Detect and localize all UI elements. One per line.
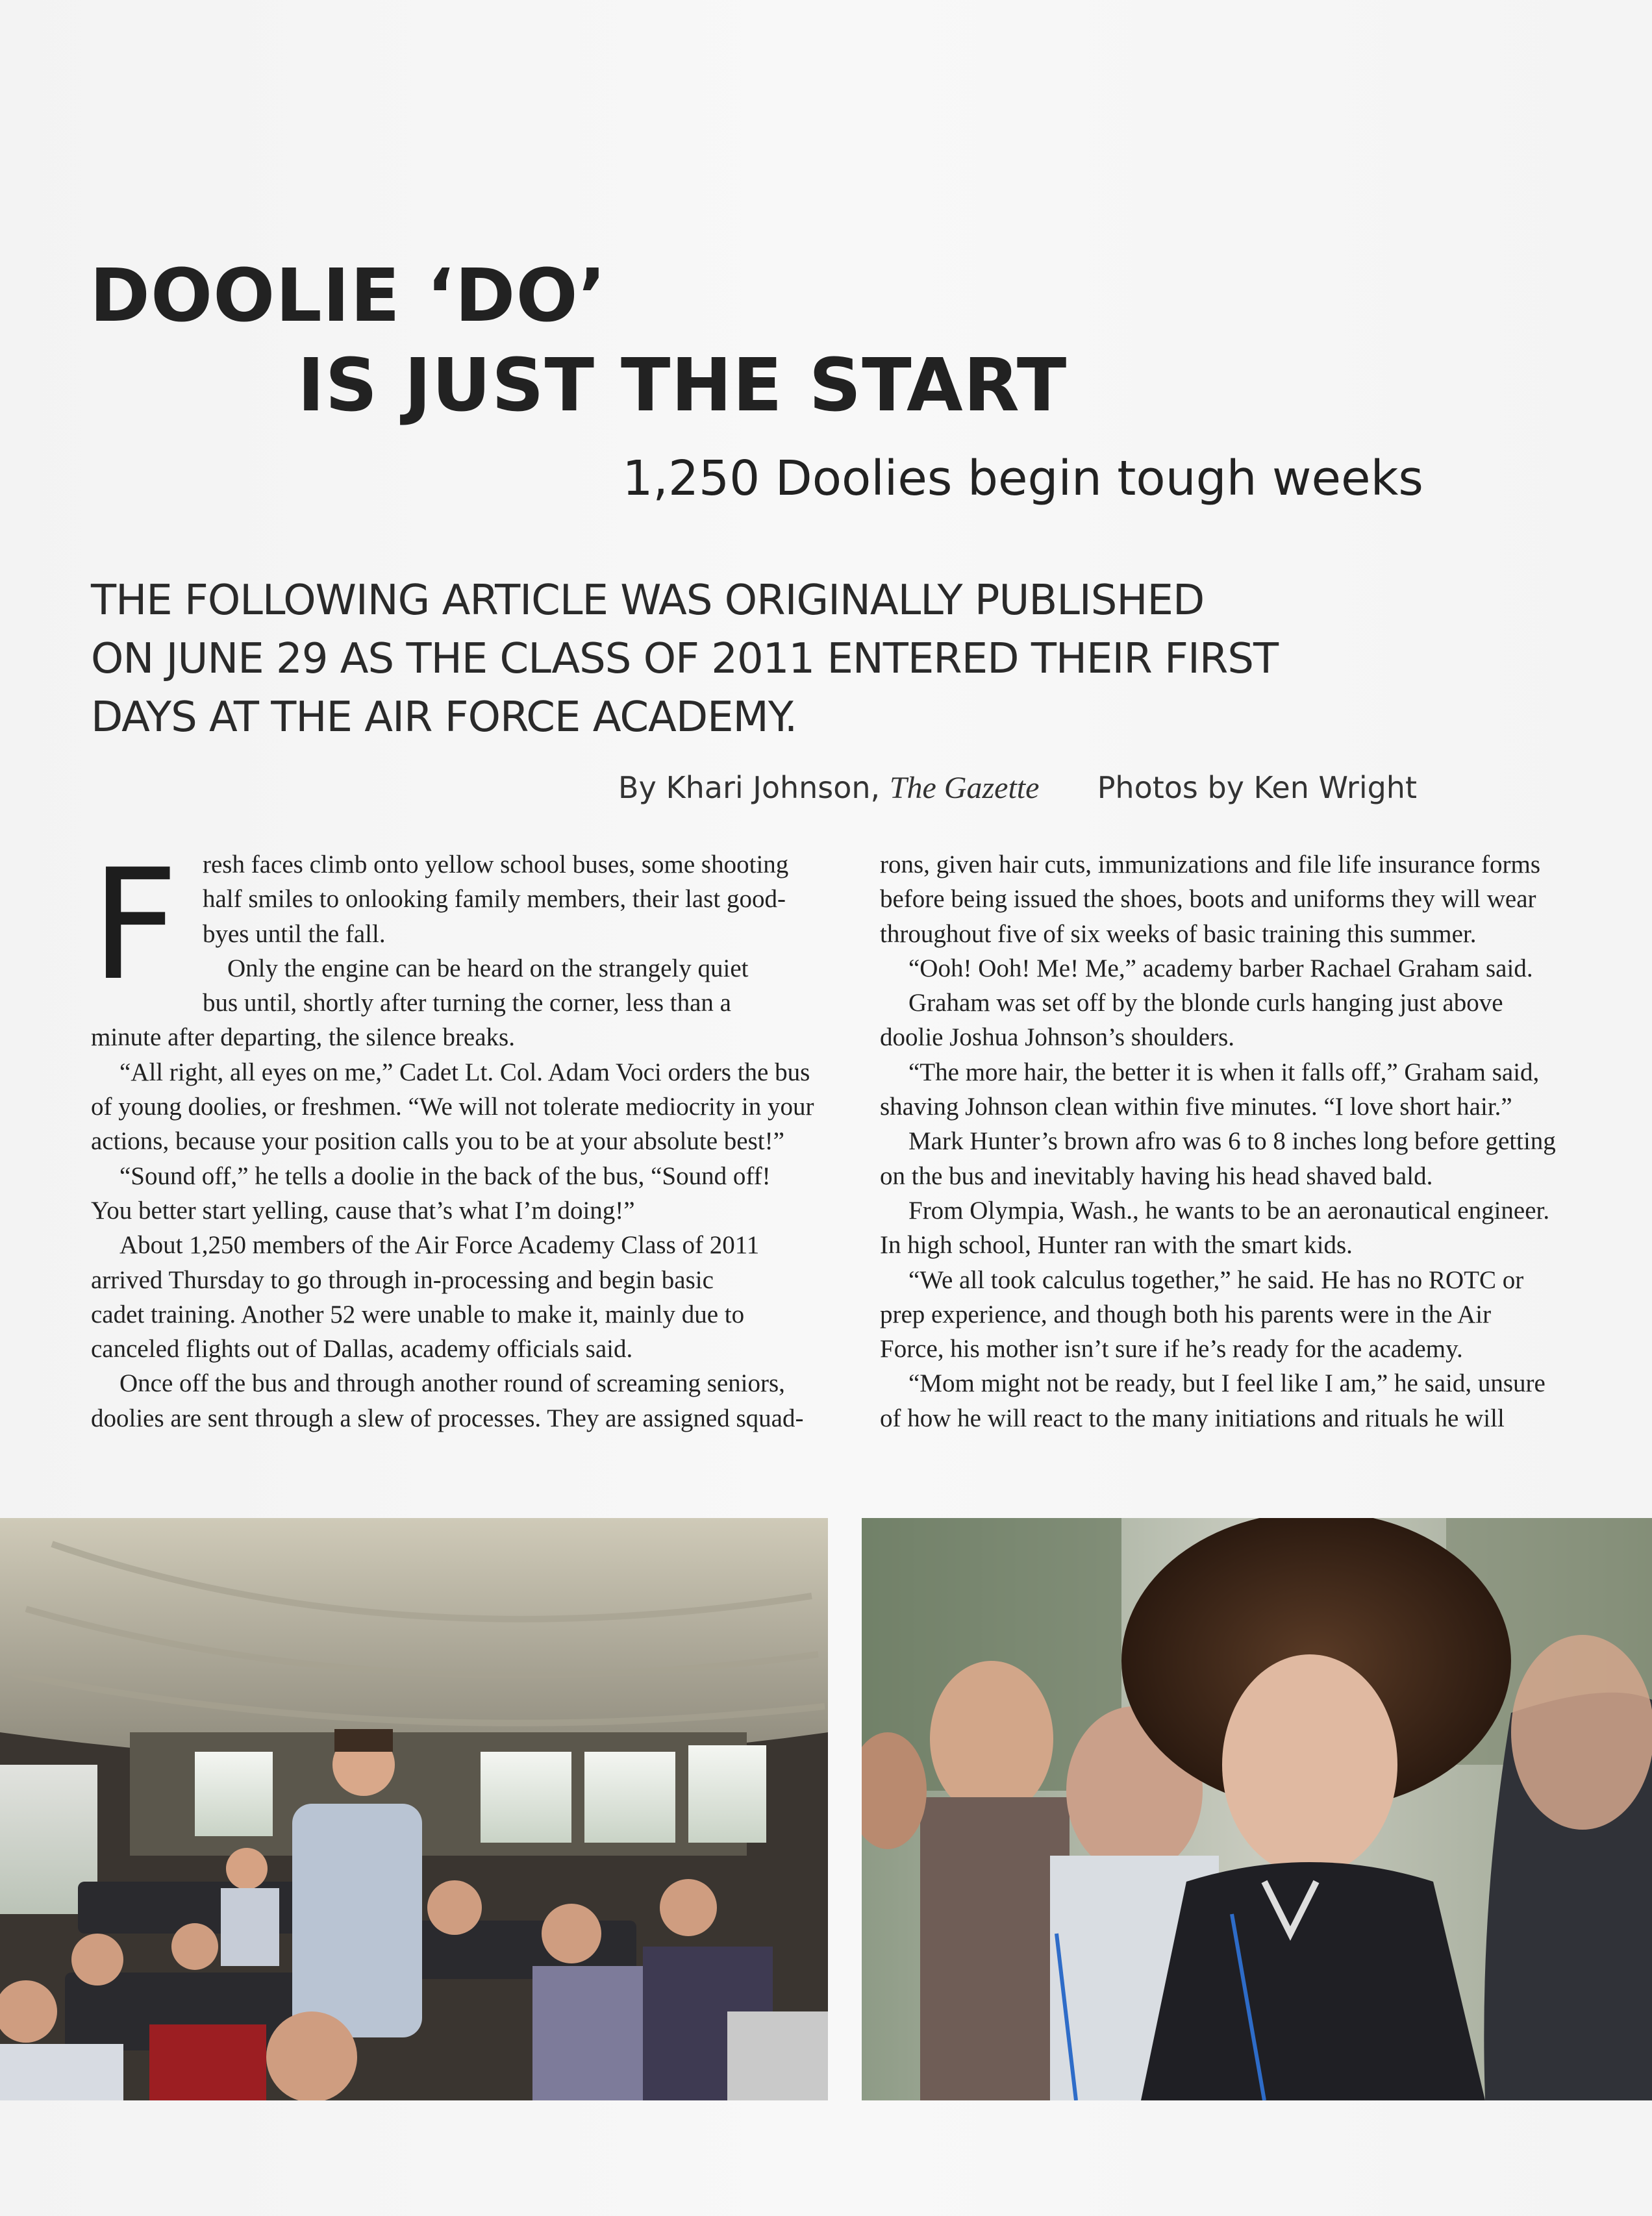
text-line: before being issued the shoes, boots and uniforms they will wear (880, 885, 1536, 914)
article-column-left (91, 837, 825, 1436)
text-line: resh faces climb onto yellow school buses, some shooting (203, 851, 789, 878)
subtitle: 1,250 Doolies begin tough weeks (622, 451, 1423, 506)
text-line: Once off the bus and through another round of screaming seniors, (119, 1369, 785, 1398)
text-line: on the bus and inevitably having his head shaved bald. (880, 1162, 1433, 1190)
text-line: About 1,250 members of the Air Force Academy Class of 2011 (119, 1231, 760, 1260)
text-line: prep experience, and though both his parents were in the Air (880, 1300, 1492, 1328)
deck-line: DAYS AT THE AIR FORCE ACADEMY. (91, 693, 797, 741)
headline-line-2: IS JUST THE START (297, 343, 1068, 428)
drop-cap: F (91, 837, 179, 1014)
text-line: You better start yelling, cause that’s what I’m doing!” (91, 1196, 635, 1225)
text-line: canceled flights out of Dallas, academy officials said. (91, 1335, 633, 1363)
headline-line-1: DOOLIE ‘DO’ (90, 254, 607, 338)
text-line: Only the engine can be heard on the strangely quiet (227, 954, 749, 982)
text-line: “We all took calculus together,” he said. He has no ROTC or (908, 1265, 1524, 1294)
text-line: minute after departing, the silence breaks. (91, 1023, 515, 1052)
byline (618, 770, 1417, 805)
text-line: Force, his mother isn’t sure if he’s ready for the academy. (880, 1335, 1463, 1363)
text-line: rons, given hair cuts, immunizations and file life insurance forms (880, 851, 1540, 878)
text-line: byes until the fall. (203, 919, 386, 948)
text-line: bus until, shortly after turning the corner, less than a (203, 989, 731, 1017)
text-line: throughout five of six weeks of basic training this summer. (880, 919, 1477, 948)
text-line: shaving Johnson clean within five minutes. “I love short hair.” (880, 1093, 1512, 1121)
text-line: In high school, Hunter ran with the smart kids. (880, 1231, 1353, 1260)
text-line: doolie Joshua Johnson’s shoulders. (880, 1023, 1234, 1052)
text-line: “Ooh! Ooh! Me! Me,” academy barber Rachael Graham said. (908, 954, 1533, 982)
article-column-right (880, 847, 1614, 1436)
bus-interior-photo-art (0, 1518, 828, 2100)
byline-photos: Photos by Ken Wright (1097, 770, 1417, 805)
text-line: “Sound off,” he tells a doolie in the back of the bus, “Sound off! (119, 1162, 771, 1190)
text-line: half smiles to onlooking family members, their last good- (203, 885, 786, 914)
deck-line: ON JUNE 29 AS THE CLASS OF 2011 ENTERED THEIR FIRST (91, 635, 1279, 683)
text-line: doolies are sent through a slew of processes. They are assigned squad- (91, 1404, 804, 1432)
article-deck (91, 571, 1377, 747)
bus-interior-photo (0, 1518, 828, 2100)
text-line: cadet training. Another 52 were unable to make it, mainly due to (91, 1300, 745, 1328)
text-line: Mark Hunter’s brown afro was 6 to 8 inches long before getting (908, 1127, 1556, 1156)
cadets-portrait-photo (862, 1518, 1652, 2100)
cadets-portrait-photo-art (862, 1518, 1652, 2100)
text-line: actions, because your position calls you to be at your absolute best!” (91, 1127, 784, 1156)
text-line: “Mom might not be ready, but I feel like I am,” he said, unsure (908, 1369, 1546, 1398)
text-line: From Olympia, Wash., he wants to be an aeronautical engineer. (908, 1196, 1550, 1225)
byline-author: By Khari Johnson, (618, 770, 881, 805)
text-line: Graham was set off by the blonde curls hanging just above (908, 989, 1503, 1017)
text-line: arrived Thursday to go through in-processing and begin basic (91, 1265, 714, 1294)
byline-publication: The Gazette (889, 771, 1040, 805)
deck-line: THE FOLLOWING ARTICLE WAS ORIGINALLY PUBLISHED (91, 577, 1205, 625)
text-line: “All right, all eyes on me,” Cadet Lt. Col. Adam Voci orders the bus (119, 1058, 810, 1086)
text-line: of young doolies, or freshmen. “We will not tolerate mediocrity in your (91, 1093, 814, 1121)
text-line: of how he will react to the many initiations and rituals he will (880, 1404, 1505, 1432)
text-line: “The more hair, the better it is when it falls off,” Graham said, (908, 1058, 1540, 1086)
